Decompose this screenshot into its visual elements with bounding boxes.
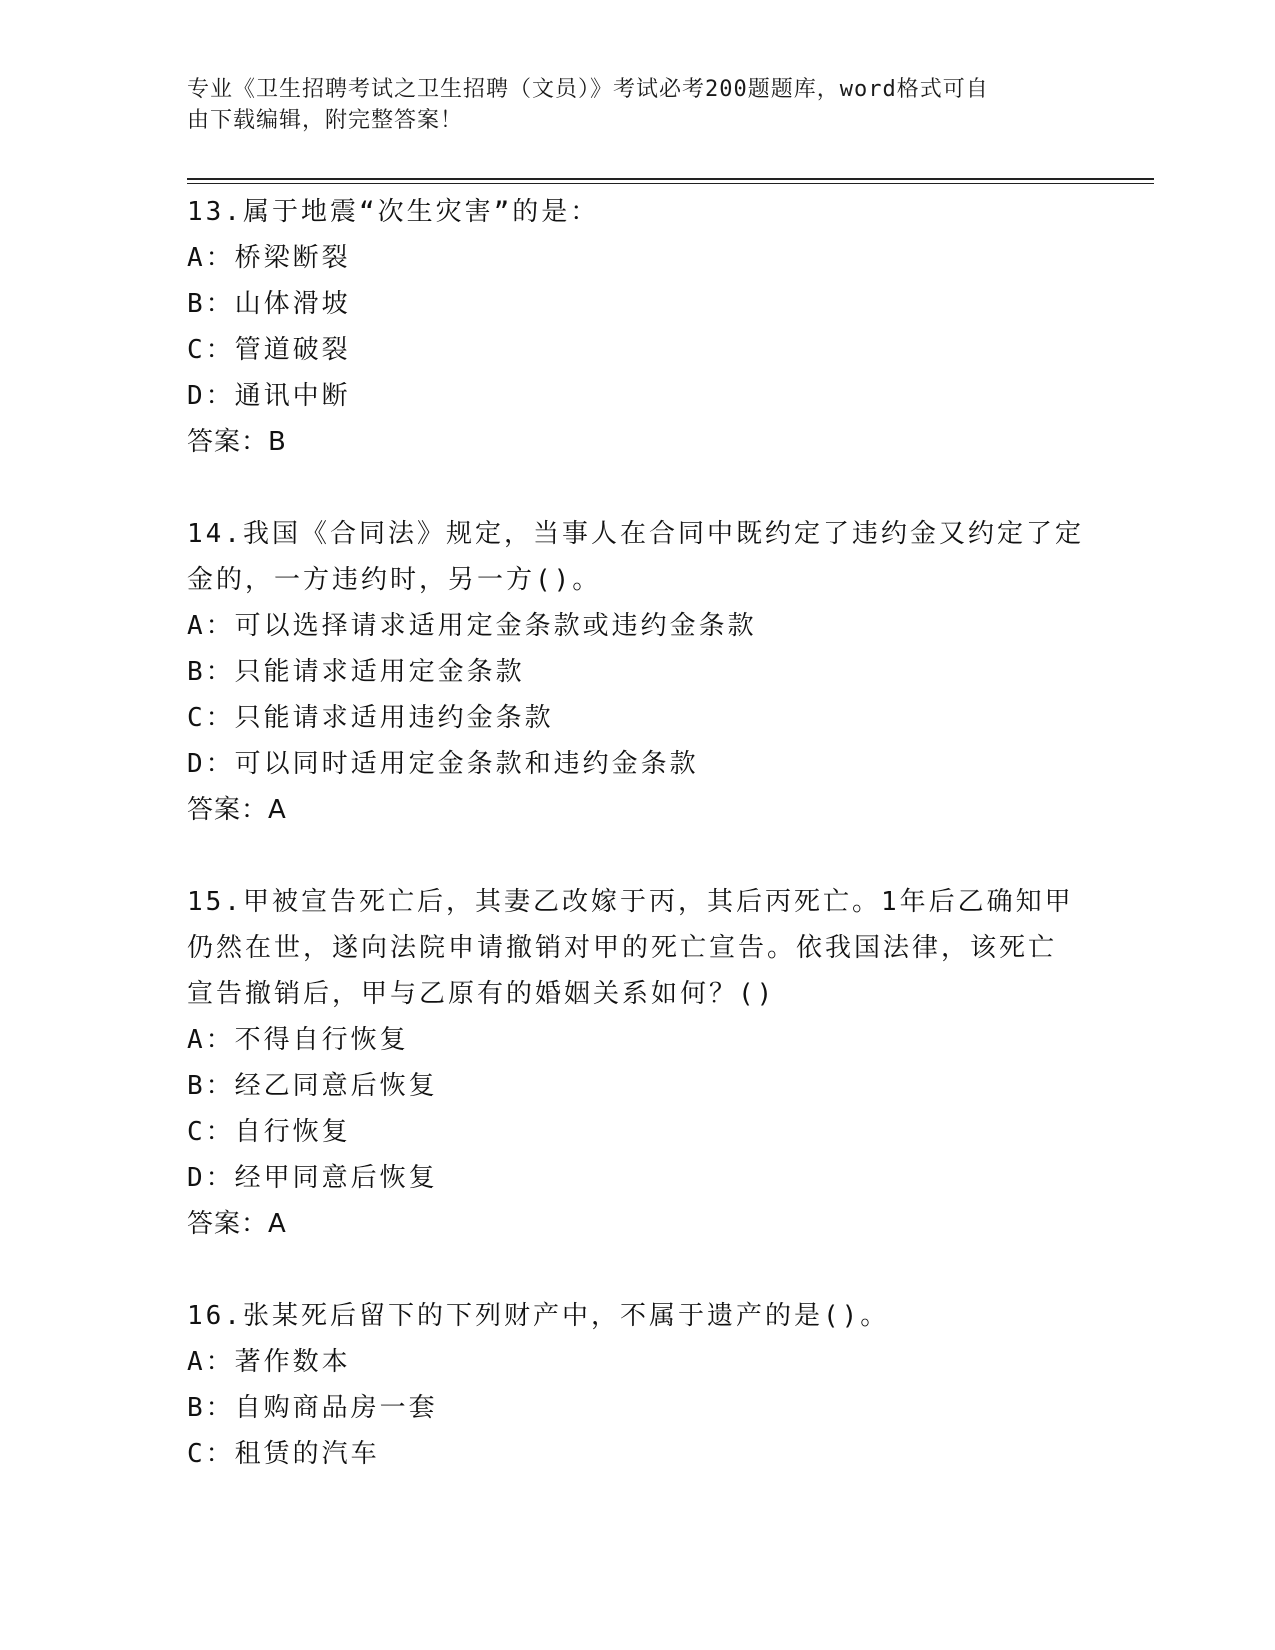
document-header xyxy=(187,74,1077,136)
option-c: C：租赁的汽车 xyxy=(187,1439,380,1469)
option-d: D：经甲同意后恢复 xyxy=(187,1163,438,1193)
question-stem: 13.属于地震“次生灾害”的是： xyxy=(187,197,600,227)
question-list xyxy=(187,189,1087,1477)
spacer xyxy=(187,833,1087,879)
header-line-1: 专业《卫生招聘考试之卫生招聘（文员）》考试必考200题题库，word格式可自 xyxy=(187,77,989,102)
option-c: C：只能请求适用违约金条款 xyxy=(187,703,554,733)
option-b: B：只能请求适用定金条款 xyxy=(187,657,525,687)
answer-line: 答案：A xyxy=(187,795,287,825)
question-stem: 16.张某死后留下的下列财产中，不属于遗产的是()。 xyxy=(187,1301,890,1331)
question-stem-line-3: 宣告撤销后，甲与乙原有的婚姻关系如何？() xyxy=(187,979,776,1009)
header-line-2: 由下载编辑，附完整答案！ xyxy=(187,108,464,133)
question-13 xyxy=(187,189,1087,465)
question-stem-line-2: 仍然在世，遂向法院申请撤销对甲的死亡宣告。依我国法律，该死亡 xyxy=(187,933,1058,963)
question-stem-line-1: 14.我国《合同法》规定，当事人在合同中既约定了违约金又约定了定 xyxy=(187,519,1084,549)
header-divider-thin xyxy=(187,183,1154,184)
option-a: A：桥梁断裂 xyxy=(187,243,351,273)
answer-line: 答案：B xyxy=(187,427,287,457)
question-16 xyxy=(187,1293,1087,1477)
question-stem-line-1: 15.甲被宣告死亡后，其妻乙改嫁于丙，其后丙死亡。1年后乙确知甲 xyxy=(187,887,1074,917)
spacer xyxy=(187,1247,1087,1293)
option-a: A：可以选择请求适用定金条款或违约金条款 xyxy=(187,611,757,641)
option-b: B：自购商品房一套 xyxy=(187,1393,438,1423)
option-b: B：经乙同意后恢复 xyxy=(187,1071,438,1101)
question-15 xyxy=(187,879,1087,1247)
option-b: B：山体滑坡 xyxy=(187,289,351,319)
option-c: C：自行恢复 xyxy=(187,1117,351,1147)
option-c: C：管道破裂 xyxy=(187,335,351,365)
option-a: A：著作数本 xyxy=(187,1347,351,1377)
answer-line: 答案：A xyxy=(187,1209,287,1239)
question-stem-line-2: 金的，一方违约时，另一方()。 xyxy=(187,565,602,595)
option-d: D：通讯中断 xyxy=(187,381,351,411)
question-14 xyxy=(187,511,1087,833)
header-divider-thick xyxy=(187,178,1154,180)
spacer xyxy=(187,465,1087,511)
option-a: A：不得自行恢复 xyxy=(187,1025,409,1055)
option-d: D：可以同时适用定金条款和违约金条款 xyxy=(187,749,699,779)
